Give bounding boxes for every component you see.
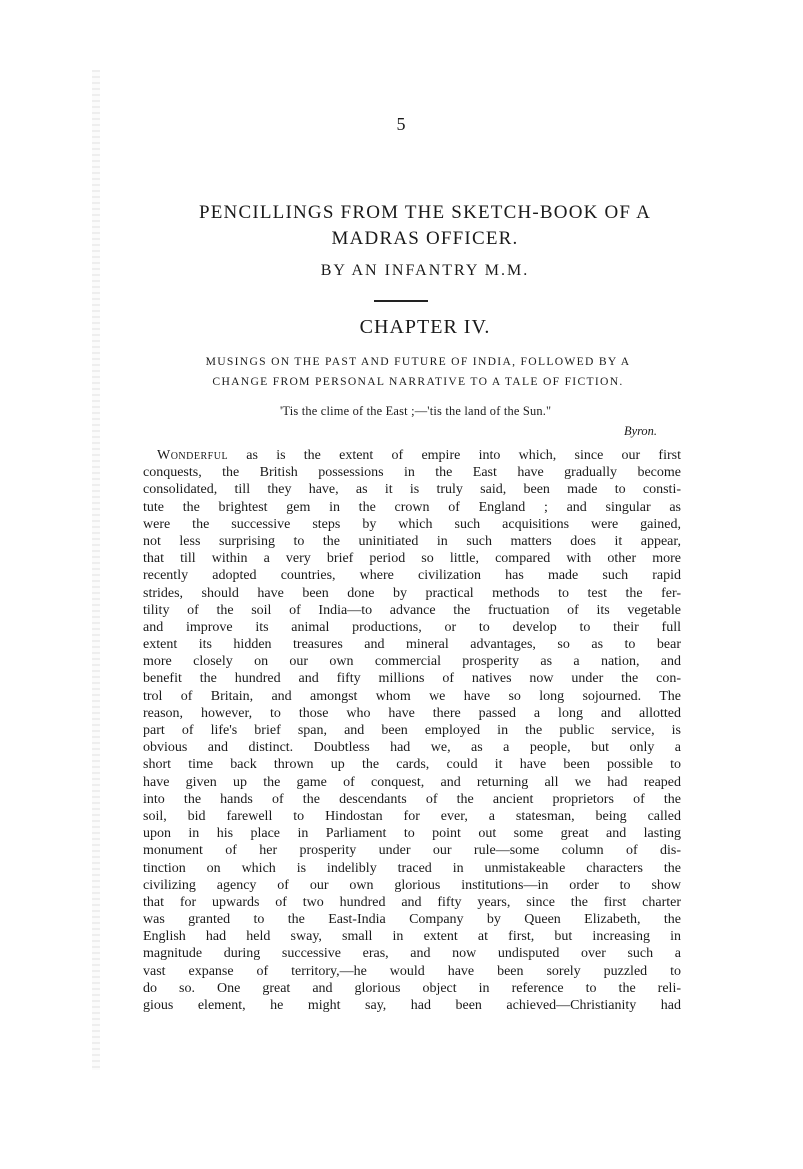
body-line: trol of Britain, and amongst whom we have so long sojourned. The: [143, 688, 681, 704]
body-line: magnitude during successive eras, and now undisputed over such a: [143, 946, 681, 962]
article-title: [100, 200, 750, 252]
body-line: not less surprising to the uninitiated in such matters does it appear,: [143, 533, 681, 549]
section-rule: [374, 300, 428, 302]
body-line: part of life's brief span, and been employed in the public service, is: [143, 723, 681, 738]
body-line: that till within a very brief period so little, compared with other more: [143, 551, 681, 567]
body-line: conquests, the British possessions in the East have gradually become: [143, 465, 681, 481]
body-line: that for upwards of two hundred and fifty years, since the first charter: [143, 894, 681, 910]
body-line: short time back thrown up the cards, could it have been possible to: [143, 757, 681, 773]
body-line: do so. One great and glorious object in reference to the reli-: [143, 980, 681, 996]
epigraph-author: Byron.: [624, 424, 657, 438]
body-line-first: [143, 447, 681, 464]
first-line-rest: as is the extent of empire into which, since our first: [228, 448, 681, 463]
subtitle-line-1: MUSINGS ON THE PAST AND FUTURE OF INDIA, FOLLOWED BY A: [205, 355, 631, 368]
lead-word: Wonderful: [157, 448, 229, 463]
body-line: tinction on which is indelibly traced in unmistakeable characters the: [143, 860, 681, 876]
epigraph-quote: 'Tis the clime of the East ;—'tis the land of the Sun.": [280, 404, 552, 418]
body-paragraph: [143, 447, 681, 1014]
subtitle-line-2: CHANGE FROM PERSONAL NARRATIVE TO A TALE OF FICTION.: [212, 375, 624, 388]
body-line: upon in his place in Parliament to point out some great and lasting: [143, 826, 681, 842]
body-line: into the hands of the descendants of the ancient proprietors of the: [143, 791, 681, 807]
binding-edge-shadow: [92, 70, 100, 1070]
body-line: and improve its animal productions, or to develop to their full: [143, 619, 681, 635]
body-line: vast expanse of territory,—he would have been sorely puzzled to: [143, 963, 681, 979]
body-line: obvious and distinct. Doubtless had we, as a people, but only a: [143, 740, 681, 756]
body-line: reason, however, to those who have there passed a long and allotted: [143, 705, 681, 721]
body-line: have given up the game of conquest, and returning all we had reaped: [143, 774, 681, 790]
title-line-2: MADRAS OFFICER.: [331, 228, 519, 249]
body-line: tute the brightest gem in the crown of England ; and singular as: [143, 499, 681, 515]
body-line: tility of the soil of India—to advance the fructuation of its vegetable: [143, 602, 681, 618]
body-line: extent its hidden treasures and mineral advantages, so as to bear: [143, 637, 681, 653]
title-line-1: PENCILLINGS FROM THE SKETCH-BOOK OF A: [198, 202, 652, 223]
chapter-heading: CHAPTER IV.: [359, 316, 491, 338]
body-line: strides, should have been done by practical methods to test the fer-: [143, 585, 681, 601]
body-line: soil, bid farewell to Hindostan for ever, a statesman, being called: [143, 808, 681, 824]
body-line: benefit the hundred and fifty millions of natives now under the con-: [143, 671, 681, 687]
body-line: gious element, he might say, had been achieved—Christianity had: [143, 998, 681, 1013]
body-line: civilizing agency of our own glorious institutions—in order to show: [143, 877, 681, 893]
body-line: was granted to the East-India Company by Queen Elizabeth, the: [143, 912, 681, 928]
body-line: recently adopted countries, where civilization has made such rapid: [143, 568, 681, 584]
body-line: monument of her prosperity under our rule—some column of dis-: [143, 843, 681, 859]
chapter-subtitle: [138, 352, 698, 392]
byline: BY AN INFANTRY M.M.: [320, 262, 530, 279]
body-line: English had held sway, small in extent at first, but increasing in: [143, 929, 681, 945]
body-line: consolidated, till they have, as it is truly said, been made to consti-: [143, 482, 681, 498]
body-line: were the successive steps by which such acquisitions were gained,: [143, 516, 681, 532]
body-line: more closely on our own commercial prosperity as a nation, and: [143, 654, 681, 670]
page-number: 5: [396, 114, 407, 134]
